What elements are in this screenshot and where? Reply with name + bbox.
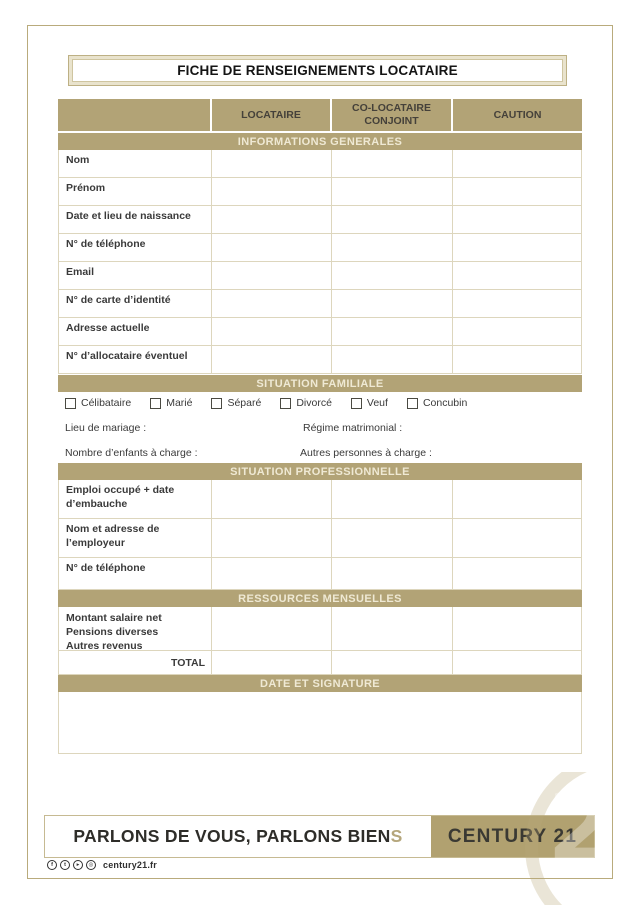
input-cell[interactable] — [332, 262, 453, 290]
field-label-enfants-charge: Nombre d’enfants à charge : — [65, 447, 198, 459]
row-label: Prénom — [59, 178, 212, 206]
checkbox-label: Séparé — [227, 397, 262, 409]
section-header-date-signature: DATE ET SIGNATURE — [58, 675, 582, 692]
checkbox-item-separe — [211, 397, 261, 409]
input-cell[interactable] — [212, 558, 332, 590]
table-row — [59, 206, 582, 234]
table-row — [59, 480, 582, 519]
checkbox-concubin[interactable] — [407, 398, 418, 409]
checkbox-label: Célibataire — [81, 397, 132, 409]
checkbox-separe[interactable] — [211, 398, 222, 409]
input-cell[interactable] — [212, 234, 332, 262]
checkbox-celibataire[interactable] — [65, 398, 76, 409]
resources-rows — [58, 607, 582, 675]
table-row — [59, 234, 582, 262]
checkbox-label: Divorcé — [296, 397, 332, 409]
website-url: century21.fr — [103, 860, 157, 870]
slogan-accent: S — [390, 826, 403, 846]
input-cell[interactable] — [453, 234, 582, 262]
footer-social-row — [47, 860, 157, 870]
row-label: Date et lieu de naissance — [59, 206, 212, 234]
instagram-icon: ◎ — [86, 860, 96, 870]
row-label: N° d’allocataire éventuel — [59, 346, 212, 374]
input-cell[interactable] — [332, 346, 453, 374]
marital-status-checkbox-row — [58, 392, 582, 414]
checkbox-item-veuf — [351, 397, 388, 409]
table-row — [59, 290, 582, 318]
table-header-row — [58, 99, 582, 131]
youtube-icon: ▸ — [73, 860, 83, 870]
resource-line: Montant salaire net — [66, 612, 162, 624]
total-label: TOTAL — [59, 651, 212, 675]
input-cell[interactable] — [332, 651, 453, 675]
input-cell[interactable] — [453, 651, 582, 675]
input-cell[interactable] — [332, 178, 453, 206]
table-row — [59, 519, 582, 558]
input-cell[interactable] — [212, 480, 332, 519]
checkbox-label: Marié — [166, 397, 193, 409]
facebook-icon: f — [47, 860, 57, 870]
row-label: Nom et adresse de l’employeur — [59, 519, 212, 558]
row-label-resources — [59, 607, 212, 651]
input-cell[interactable] — [212, 290, 332, 318]
input-cell[interactable] — [453, 318, 582, 346]
table-row-total — [59, 651, 582, 675]
input-cell[interactable] — [212, 178, 332, 206]
input-cell[interactable] — [453, 206, 582, 234]
table-row — [59, 318, 582, 346]
twitter-icon: t — [60, 860, 70, 870]
row-label: Email — [59, 262, 212, 290]
section-header-situation-professionnelle: SITUATION PROFESSIONNELLE — [58, 463, 582, 480]
form-title-box — [68, 55, 567, 86]
checkbox-item-divorce — [280, 397, 332, 409]
input-cell[interactable] — [212, 150, 332, 178]
table-row — [59, 607, 582, 651]
input-cell[interactable] — [212, 262, 332, 290]
input-cell[interactable] — [212, 346, 332, 374]
checkbox-label: Veuf — [366, 397, 388, 409]
section-header-ressources-mensuelles: RESSOURCES MENSUELLES — [58, 590, 582, 607]
table-row — [59, 346, 582, 374]
input-cell[interactable] — [332, 290, 453, 318]
professional-rows — [58, 480, 582, 590]
input-cell[interactable] — [453, 480, 582, 519]
header-colocataire: CO-LOCATAIRE CONJOINT — [332, 99, 453, 131]
input-cell[interactable] — [453, 178, 582, 206]
input-cell[interactable] — [453, 558, 582, 590]
input-cell[interactable] — [212, 318, 332, 346]
table-row — [59, 150, 582, 178]
resource-line: Autres revenus — [66, 640, 143, 653]
field-label-regime-matrimonial: Régime matrimonial : — [303, 422, 403, 434]
row-label: Adresse actuelle — [59, 318, 212, 346]
checkbox-label: Concubin — [422, 397, 468, 409]
input-cell[interactable] — [453, 607, 582, 651]
input-cell[interactable] — [332, 480, 453, 519]
input-cell[interactable] — [453, 150, 582, 178]
input-cell[interactable] — [332, 206, 453, 234]
header-caution: CAUTION — [493, 108, 542, 121]
checkbox-marie[interactable] — [150, 398, 161, 409]
section-header-situation-familiale: SITUATION FAMILIALE — [58, 375, 582, 392]
table-row — [59, 178, 582, 206]
signature-area[interactable] — [58, 692, 582, 754]
input-cell[interactable] — [212, 206, 332, 234]
field-label-autres-personnes: Autres personnes à charge : — [300, 447, 432, 459]
input-cell[interactable] — [453, 346, 582, 374]
input-cell[interactable] — [332, 519, 453, 558]
checkbox-veuf[interactable] — [351, 398, 362, 409]
footer-slogan — [45, 816, 431, 857]
section-header-informations-generales: INFORMATIONS GENERALES — [58, 133, 582, 150]
input-cell[interactable] — [212, 651, 332, 675]
input-cell[interactable] — [332, 318, 453, 346]
table-row — [59, 262, 582, 290]
checkbox-item-marie — [150, 397, 192, 409]
general-rows — [58, 150, 582, 374]
form-title: FICHE DE RENSEIGNEMENTS LOCATAIRE — [72, 59, 563, 82]
field-label-lieu-mariage: Lieu de mariage : — [65, 422, 147, 434]
resource-line: Pensions diverses — [66, 626, 159, 639]
form-table — [58, 99, 582, 754]
input-cell[interactable] — [332, 234, 453, 262]
input-cell[interactable] — [332, 607, 453, 651]
marriage-fields-row — [58, 414, 582, 441]
row-label: Nom — [59, 150, 212, 178]
row-label: N° de carte d’identité — [59, 290, 212, 318]
brand-name: CENTURY 21 — [447, 825, 578, 847]
checkbox-item-concubin — [407, 397, 467, 409]
input-cell[interactable] — [212, 519, 332, 558]
row-label: Emploi occupé + date d’embauche — [59, 480, 212, 519]
header-empty-cell — [58, 99, 212, 131]
table-row — [59, 558, 582, 590]
slogan-main: PARLONS DE VOUS, PARLONS BIEN — [73, 826, 391, 846]
header-locataire: LOCATAIRE — [212, 99, 332, 131]
input-cell[interactable] — [212, 607, 332, 651]
footer-banner — [44, 815, 595, 858]
watermark-2-glyph: 2 — [547, 772, 614, 884]
row-label: N° de téléphone — [59, 558, 212, 590]
input-cell[interactable] — [453, 262, 582, 290]
input-cell[interactable] — [453, 519, 582, 558]
dependents-fields-row — [58, 441, 582, 463]
input-cell[interactable] — [332, 558, 453, 590]
input-cell[interactable] — [332, 150, 453, 178]
input-cell[interactable] — [453, 290, 582, 318]
checkbox-divorce[interactable] — [280, 398, 291, 409]
row-label: N° de téléphone — [59, 234, 212, 262]
checkbox-item-celibataire — [65, 397, 131, 409]
century21-logo-block — [431, 816, 594, 857]
